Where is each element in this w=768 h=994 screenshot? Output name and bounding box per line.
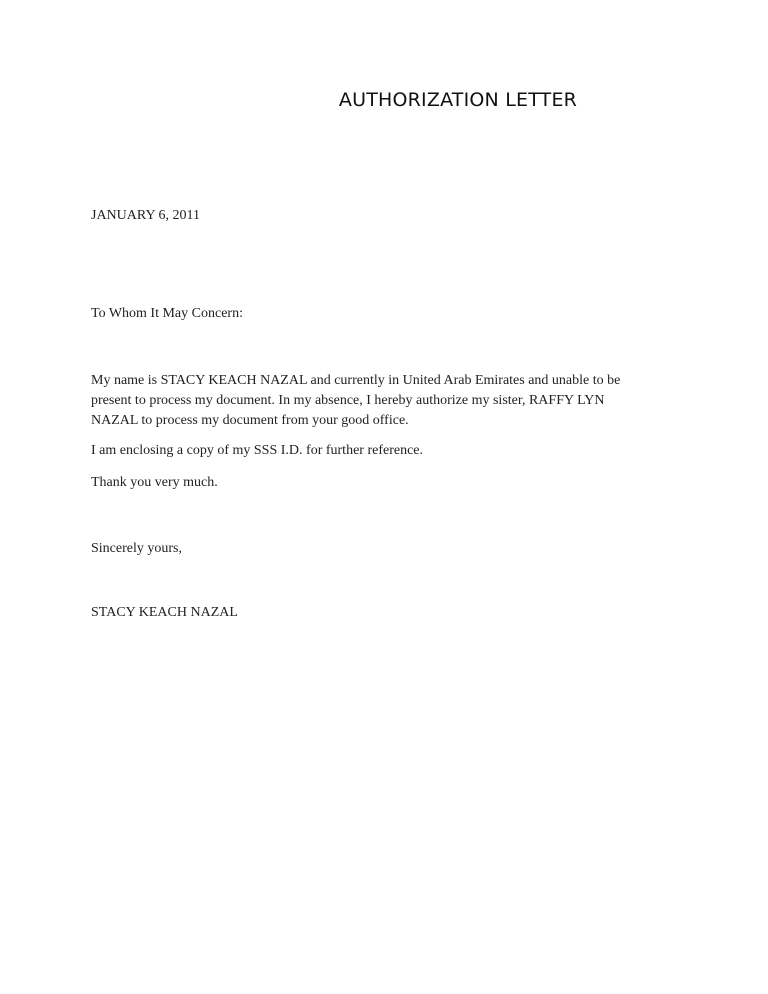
letter-title: AUTHORIZATION LETTER bbox=[338, 89, 578, 111]
salutation: To Whom It May Concern: bbox=[91, 306, 243, 321]
body-line: My name is STACY KEACH NAZAL and currently in United Arab Emirates and unable to be bbox=[91, 373, 621, 388]
body-line: present to process my document. In my absence, I hereby authorize my sister, RAFFY LYN bbox=[91, 393, 605, 408]
closing-line: Sincerely yours, bbox=[91, 541, 182, 556]
signature-name: STACY KEACH NAZAL bbox=[91, 605, 238, 620]
thanks-paragraph: Thank you very much. bbox=[91, 475, 218, 490]
letter-date: JANUARY 6, 2011 bbox=[91, 208, 201, 223]
body-line: NAZAL to process my document from your good office. bbox=[91, 413, 409, 428]
enclosure-paragraph: I am enclosing a copy of my SSS I.D. for further reference. bbox=[91, 443, 424, 458]
body-paragraph bbox=[91, 371, 681, 431]
